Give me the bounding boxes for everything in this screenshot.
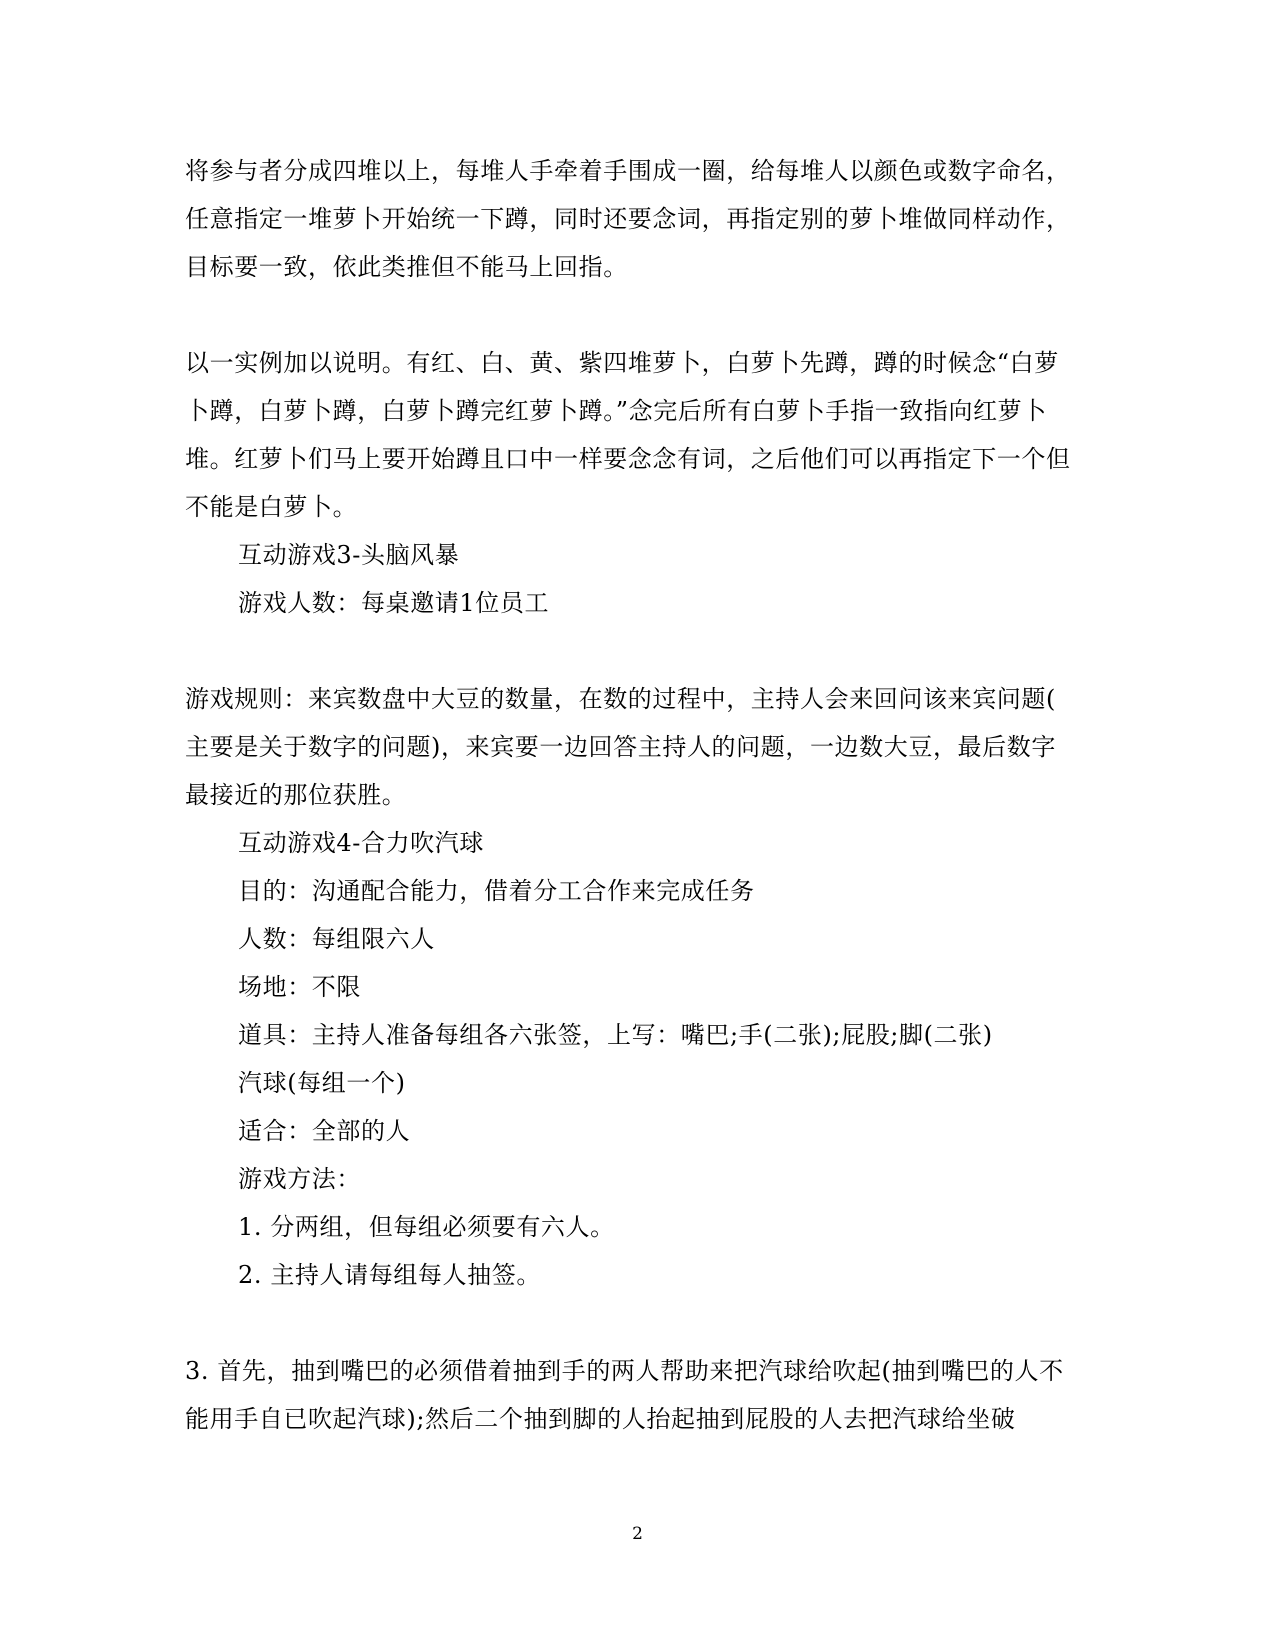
section-heading: 互动游戏3-头脑风暴	[238, 541, 460, 569]
paragraph-line: 主要是关于数字的问题)，来宾要一边回答主持人的问题，一边数大豆，最后数字	[185, 733, 1056, 761]
indented-line: 游戏人数：每桌邀请1位员工	[238, 589, 550, 617]
paragraph-line: 卜蹲，白萝卜蹲，白萝卜蹲完红萝卜蹲。”念完后所有白萝卜手指一致指向红萝卜	[185, 397, 1047, 425]
indented-line: 目的：沟通配合能力，借着分工合作来完成任务	[238, 877, 755, 905]
list-item: 1. 分两组，但每组必须要有六人。	[238, 1213, 615, 1241]
indented-line: 人数：每组限六人	[238, 925, 435, 953]
paragraph-line: 不能是白萝卜。	[185, 493, 358, 521]
list-item: 2. 主持人请每组每人抽签。	[238, 1261, 541, 1289]
indented-line: 适合：全部的人	[238, 1117, 411, 1145]
paragraph-line: 任意指定一堆萝卜开始统一下蹲，同时还要念词，再指定别的萝卜堆做同样动作，	[185, 205, 1071, 233]
section-heading: 互动游戏4-合力吹汽球	[238, 829, 484, 857]
indented-line: 道具：主持人准备每组各六张签，上写：嘴巴;手(二张);屁股;脚(二张)	[238, 1021, 993, 1049]
indented-line: 汽球(每组一个)	[238, 1069, 406, 1097]
indented-line: 场地：不限	[238, 973, 361, 1001]
page-number: 2	[632, 1524, 643, 1544]
paragraph-line: 将参与者分成四堆以上，每堆人手牵着手围成一圈，给每堆人以颜色或数字命名，	[185, 157, 1071, 185]
indented-line: 游戏方法：	[238, 1165, 361, 1193]
paragraph-line: 游戏规则：来宾数盘中大豆的数量，在数的过程中，主持人会来回问该来宾问题(	[185, 685, 1056, 713]
list-item: 3. 首先，抽到嘴巴的必须借着抽到手的两人帮助来把汽球给吹起(抽到嘴巴的人不	[185, 1357, 1064, 1385]
paragraph-line: 最接近的那位获胜。	[185, 781, 407, 809]
paragraph-line: 堆。红萝卜们马上要开始蹲且口中一样要念念有词，之后他们可以再指定下一个但	[185, 445, 1071, 473]
paragraph-line: 目标要一致，依此类推但不能马上回指。	[185, 253, 628, 281]
paragraph-line: 能用手自已吹起汽球);然后二个抽到脚的人抬起抽到屁股的人去把汽球给坐破	[185, 1405, 1016, 1433]
paragraph-line: 以一实例加以说明。有红、白、黄、紫四堆萝卜，白萝卜先蹲，蹲的时候念“白萝	[185, 349, 1059, 377]
